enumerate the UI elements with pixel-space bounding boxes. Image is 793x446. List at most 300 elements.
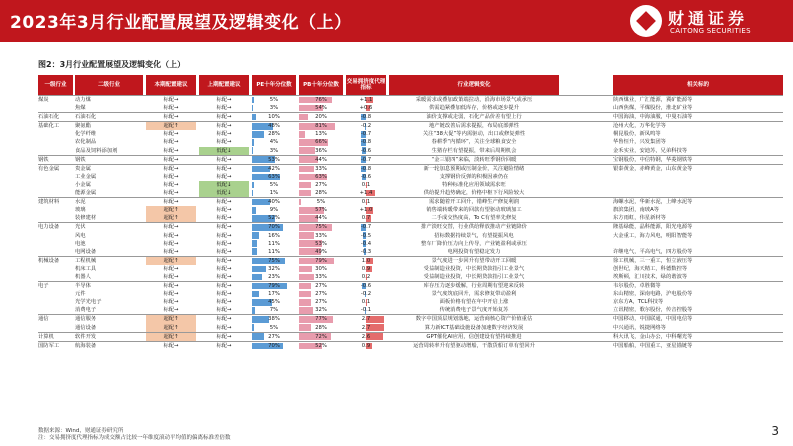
cell-col-crowding: 0.7 [361,215,371,222]
table-row [38,197,783,206]
table-row [38,206,783,214]
cell-col-pb: 57% [315,207,327,214]
cell-col-l2: 元件 [75,291,86,298]
cell-col-l1 [38,206,73,214]
cell-col-pb: 33% [315,165,327,172]
cell-col-pe: 63% [268,173,280,180]
cell-col-l1: 煤炭 [38,97,49,103]
cell-col-current: 标配→ [163,131,179,138]
cell-col-l2: 小金属 [75,181,91,188]
cell-col-logic: 供需趋紧叠加低库存，价格或逐步提升 [428,105,520,112]
cell-col-crowding: -0.8 [360,114,372,121]
cell-col-previous: 标配→ [216,273,232,280]
cell-col-previous: 标配→ [216,333,232,340]
cell-col-crowding: -0.5 [360,232,372,239]
cell-col-stocks: 中兴通讯，锐捷网络等 [613,324,666,331]
header-col-logic: 行业逻辑变化 [389,75,559,95]
cell-col-l1 [38,173,73,181]
cell-col-stocks: 埃斯顿，汇川技术，绿的谐波等 [613,273,688,280]
cell-col-pe: 3% [269,105,279,112]
table-row [38,147,783,155]
cell-col-pb: 44% [315,156,327,163]
table-row [38,155,783,164]
table-row [38,130,783,138]
cell-col-logic: 库存压力逐步缓解，行业周期有望迎来反转 [423,283,525,290]
cell-col-crowding: -0.7 [360,224,372,231]
cell-col-stocks: 中国海油，中海油服，中曼石油等 [613,114,693,121]
cell-col-pb: 54% [315,105,327,112]
indicator-note: 注：交易拥挤度代理指标为成交额占比较一年维度滚动平均值的偏离标准差倍数 [38,435,231,441]
cell-col-l1: 国防军工 [38,342,60,349]
cell-col-logic: 景气度筑底回升，需求修复带动盈利 [431,291,517,298]
cell-col-previous: 标配→ [216,114,232,121]
table-row [38,290,783,298]
cell-col-pb: 27% [315,291,327,298]
table-row [38,173,783,181]
cell-col-previous: 标配→ [216,283,232,290]
table-row [38,214,783,222]
cell-col-l1 [38,273,73,281]
cell-col-current: 标配→ [163,190,179,197]
cell-col-pb: 76% [315,97,327,103]
cell-col-l1 [38,324,73,332]
header-col-l1: 一级行业 [38,75,73,95]
cell-col-l2: 能源金属 [75,190,97,197]
table-row [38,341,783,350]
cell-col-pb: 63% [315,173,327,180]
cell-col-pe: 4% [269,139,279,146]
cell-col-pe: 52% [268,215,280,222]
cell-col-previous: 标配→ [216,232,232,239]
cell-col-pb: 81% [315,123,327,130]
cell-col-crowding: 0.1 [361,181,371,188]
cell-col-pe: 17% [268,291,280,298]
cell-col-stocks: 宝钢股份，中信特钢，华菱钢铁等 [613,156,693,163]
cell-col-l1: 电力设备 [38,224,60,231]
table-row [38,281,783,290]
cell-col-l1: 基础化工 [38,123,60,130]
cell-col-current: 标配→ [163,165,179,172]
cell-col-pb: 28% [315,324,327,331]
cell-col-pe: 28% [268,131,280,138]
cell-col-current: 超配↑ [146,315,196,323]
cell-col-pb: 79% [315,257,327,264]
cell-col-current: 标配→ [163,283,179,290]
cell-col-l1: 机械设备 [38,257,60,264]
cell-col-stocks: 旗滨集团，南玻A等 [613,207,659,214]
cell-col-pe: 10% [268,114,280,121]
cell-col-l1: 建筑材料 [38,199,60,206]
cell-col-previous: 标配→ [216,307,232,314]
cell-col-l2: 工程机械 [75,257,97,264]
cell-col-stocks: 中国船舶，中国重工，亚星锚链等 [613,342,693,349]
cell-col-l2: 工业金属 [75,173,97,180]
cell-col-l2: 通信设备 [75,324,97,331]
cell-col-pb: 49% [315,248,327,255]
cell-col-stocks: 山西焦煤，平煤股份，淮北矿业等 [613,105,693,112]
cell-col-logic: 支撑钢价反弹的积极因素仍在 [439,173,509,180]
cell-col-logic: 新一轮加息预期或压制金价，关注避险情绪 [423,165,525,172]
cell-col-pe: 38% [268,316,280,323]
cell-col-stocks: 创世纪，海天精工，科德数控等 [613,265,688,272]
page-number: 3 [771,424,779,438]
cell-col-l1 [38,306,73,314]
cell-col-crowding: -0.6 [360,283,372,290]
cell-col-l2: 电池 [75,240,86,247]
table-body [38,95,783,350]
cell-col-pb: 52% [315,342,327,349]
footer-notes [38,428,231,442]
cell-col-previous: 标配→ [216,173,232,180]
cell-col-logic: 二手成交热度高，To C有望率先修复 [431,215,517,222]
cell-col-current: 超配↑ [146,257,196,265]
cell-col-crowding: +1.4 [359,190,373,197]
cell-col-l2: 光学光电子 [75,299,102,306]
cell-col-logic: 数字中国顶层规划落地，运营商核心资产价值重估 [415,316,533,323]
header-col-crowding: 交易拥挤度代理指标 [346,75,386,95]
cell-col-pb: 36% [315,147,327,154]
table-row [38,324,783,332]
header-col-current: 本期配置建议 [146,75,196,95]
cell-col-pb: 66% [315,139,327,146]
cell-col-crowding: 0.9 [361,342,371,349]
cell-col-l2: 农化制品 [75,139,97,146]
cell-col-l1: 电子 [38,283,49,290]
cell-col-logic: 面板价格有望在年中开启上涨 [439,299,509,306]
table-row [38,112,783,121]
cell-col-stocks: 京东方A，TCL科技等 [613,299,664,306]
logo-emblem-icon [630,5,662,37]
cell-col-logic: 关注“38大促”等内需驱动，出口或修复弹性 [422,131,526,138]
cell-col-l2: 风电 [75,232,86,239]
cell-col-current: 超配↑ [146,214,196,222]
cell-col-current: 标配→ [163,181,179,188]
cell-col-current: 标配→ [163,156,179,163]
cell-col-pe: 16% [268,232,280,239]
cell-col-current: 标配→ [163,232,179,239]
cell-col-crowding: 2.6 [361,333,371,340]
cell-col-previous: 标配→ [216,165,232,172]
cell-col-current: 标配→ [163,105,179,112]
cell-col-pb: 20% [315,114,327,121]
cell-col-l1 [38,240,73,248]
cell-col-logic: 销售端转暖带来的回款有望驱动玻璃加工 [426,207,522,214]
cell-col-pe: 27% [268,333,280,340]
cell-col-l2: 装修建材 [75,215,97,222]
cell-col-l1: 有色金属 [38,165,60,172]
cell-col-pe: 9% [269,207,279,214]
cell-col-pb: 28% [315,190,327,197]
cell-col-current: 标配→ [163,173,179,180]
logo-text-cn: 财通证券 [668,9,749,28]
cell-col-l1 [38,248,73,256]
cell-col-pe: 40% [268,199,280,206]
cell-col-l1 [38,147,73,155]
source-note: 数据来源：Wind，财通证券研究所 [38,428,124,434]
cell-col-l1 [38,130,73,138]
cell-col-pe: 3% [269,147,279,154]
cell-col-crowding: -0.6 [360,147,372,154]
cell-col-pe: 70% [268,342,280,349]
cell-col-l2: 石油石化 [75,114,97,121]
cell-col-pb: 33% [315,273,327,280]
cell-col-current: 标配→ [163,342,179,349]
cell-col-crowding: 0.1 [361,199,371,206]
cell-col-l1 [38,290,73,298]
cell-col-pb: 13% [315,131,327,138]
table-row [38,306,783,314]
table-row [38,164,783,173]
table-row [38,332,783,341]
cell-col-crowding: -0.4 [360,240,372,247]
cell-col-pb: 75% [315,224,327,231]
cell-col-stocks: 金禾实业，安迪苏，兄弟科技等 [613,147,688,154]
cell-col-crowding: -0.8 [360,139,372,146]
cell-col-pb: 27% [315,283,327,290]
cell-col-logic: 供给提升趋势确定，价格中枢下行风险较大 [423,190,525,197]
cell-col-previous: 标配→ [216,248,232,255]
cell-col-previous: 标配→ [216,123,232,130]
cell-col-pe: 32% [268,265,280,272]
cell-col-crowding: 1.0 [361,257,371,264]
cell-col-current: 标配→ [163,307,179,314]
cell-col-previous: 标配→ [216,97,232,103]
cell-col-previous: 标配→ [216,299,232,306]
cell-col-crowding: -0.2 [360,291,372,298]
header-col-l2: 二级行业 [75,75,143,95]
table-row [38,104,783,112]
cell-col-l2: 航海装备 [75,342,97,349]
table-row [38,232,783,240]
cell-col-l1 [38,298,73,306]
cell-col-l2: 动力煤 [75,97,91,103]
cell-col-pe: 79% [268,283,280,290]
cell-col-previous: 低配↓ [199,181,249,189]
header-col-stocks: 相关标的 [613,75,783,95]
cell-col-logic: 需求随着开工回升，错峰生产修复利润 [428,199,520,206]
cell-col-stocks: 科大讯飞，金山办公，中科曙光等 [613,333,693,340]
cell-col-pb: 27% [315,181,327,188]
cell-col-l2: 贵金属 [75,165,91,172]
cell-col-crowding: -0.7 [360,156,372,163]
header-bar [0,0,793,42]
cell-col-current: 标配→ [163,114,179,121]
cell-col-crowding: -0.3 [360,248,372,255]
cell-col-logic: 受益制造业投资，中长期贷款指引工业景气 [423,273,525,280]
cell-col-l2: 机床工具 [75,265,97,272]
header-col-pb: PB十年分位数 [299,75,343,95]
cell-col-l2: 聚氨酯 [75,123,91,130]
cell-col-logic: GPT催化AI应用，信创建设有望持续推进 [426,333,522,340]
cell-col-previous: 标配→ [216,105,232,112]
cell-col-logic: 景气度进一步回升有望带动开工回暖 [431,257,517,264]
cell-col-crowding: -0.7 [360,131,372,138]
cell-col-l2: 软件开发 [75,333,97,340]
cell-col-logic: 电网投资有望稳定发力 [447,248,501,255]
cell-col-current: 超配↑ [146,206,196,214]
cell-col-l2: 焦煤 [75,105,86,112]
cell-col-pe: 70% [268,224,280,231]
cell-col-pe: 1% [269,190,279,197]
cell-col-current: 标配→ [163,139,179,146]
cell-col-pb: 72% [315,333,327,340]
cell-col-l2: 水泥 [75,199,86,206]
cell-col-crowding: 0.9 [361,265,371,272]
cell-col-stocks: 沧州大化，万华化学等 [613,123,666,130]
cell-col-previous: 标配→ [216,265,232,272]
cell-col-previous: 标配→ [216,342,232,349]
cell-col-crowding: -0.1 [360,307,372,314]
cell-col-l1 [38,265,73,273]
cell-col-l1 [38,189,73,197]
cell-col-crowding: 2.7 [361,316,371,323]
cell-col-current: 超配↑ [146,333,196,341]
cell-col-stocks: 东方雨虹，伟星新材等 [613,215,666,222]
logo-text-en: CAITONG SECURITIES [670,27,751,35]
cell-col-pb: 44% [315,215,327,222]
cell-col-previous: 标配→ [216,131,232,138]
cell-col-logic: 油价支撑或走弱，石化产品价差有望上行 [426,114,522,121]
cell-col-crowding: +0.6 [359,105,373,112]
cell-col-current: 标配→ [163,147,179,154]
cell-col-current: 标配→ [163,273,179,280]
cell-col-crowding: -0.6 [360,173,372,180]
cell-col-pe: 11% [268,248,280,255]
cell-col-pe: 7% [269,307,279,314]
table-row [38,273,783,281]
table-title: 图2：3月行业配置展望及逻辑变化（上） [38,60,186,69]
cell-col-stocks: 许继电气，平高电气，四方股份等 [613,248,693,255]
cell-col-previous: 标配→ [216,240,232,247]
table-row [38,314,783,323]
table-row [38,181,783,189]
cell-col-stocks: 华鲁恒升，兴发集团等 [613,139,666,146]
cell-col-l1: 钢铁 [38,156,49,163]
cell-col-l2: 化学纤维 [75,131,97,138]
cell-col-pe: 23% [268,273,280,280]
cell-col-l1: 通信 [38,316,49,323]
cell-col-l2: 通信服务 [75,316,97,323]
cell-col-logic: 传统消费电子景气度开始复苏 [439,307,509,314]
table-row [38,222,783,231]
cell-col-current: 标配→ [163,248,179,255]
cell-col-l2: 光伏 [75,224,86,231]
cell-col-logic: 春耕季“内循环”，关注全球粮食安全 [431,139,517,146]
cell-col-pb: 33% [315,232,327,239]
cell-col-logic: 算力新ICT基础设施设备加速数字经济发展 [424,324,524,331]
cell-col-crowding: +1.1 [359,97,373,103]
cell-col-crowding: -0.8 [360,165,372,172]
cell-col-l1 [38,214,73,222]
cell-col-previous: 标配→ [216,224,232,231]
cell-col-l1 [38,181,73,189]
cell-col-previous: 标配→ [216,316,232,323]
cell-col-pb: 30% [315,265,327,272]
cell-col-stocks [613,173,783,181]
page-title: 2023年3月行业配置展望及逻辑变化（上） [10,13,352,33]
cell-col-pe: 11% [268,240,280,247]
cell-col-pe: 5% [269,324,279,331]
cell-col-crowding: -0.2 [360,123,372,130]
cell-col-current: 标配→ [163,265,179,272]
cell-col-l1 [38,138,73,146]
cell-col-previous: 标配→ [216,156,232,163]
cell-col-previous: 低配↓ [199,189,249,197]
table-row [38,189,783,197]
cell-col-stocks: 陕西煤业，广汇能源，冀矿能源等 [613,97,693,103]
cell-col-logic: 运营周转率升有望驱动增船，干散货船订单有望回升 [413,342,535,349]
cell-col-pe: 48% [268,123,280,130]
table-row [38,95,783,104]
cell-col-l2: 钢铁 [75,156,86,163]
industry-allocation-table [38,75,783,350]
cell-col-previous: 标配→ [216,324,232,331]
cell-col-logic: 招标数据持续景气，有望提振风电 [434,232,514,239]
cell-col-stocks: 东山精密，深南电路，沪电股份等 [613,291,693,298]
cell-col-pb: 5% [316,199,326,206]
cell-col-crowding: 0.1 [361,299,371,306]
table-row [38,121,783,130]
cell-col-stocks: 隆基绿能，晶科能源，阳光电源等 [613,224,693,231]
table-row [38,138,783,146]
cell-col-current: 标配→ [163,224,179,231]
cell-col-logic: 地产链改善后需求提振，布局底部弹性 [428,123,520,130]
cell-col-stocks [613,181,783,189]
cell-col-l2: 消费电子 [75,307,97,314]
cell-col-l2: 电网设备 [75,248,97,255]
cell-col-crowding: +1.0 [359,207,373,214]
cell-col-l1: 石油石化 [38,114,60,121]
cell-col-stocks [613,240,783,248]
cell-col-stocks: 徐工机械，三一重工，恒立液压等 [613,257,693,264]
cell-col-stocks: 桐昆股份，新凤鸣等 [613,131,661,138]
cell-col-current: 标配→ [163,240,179,247]
cell-col-current: 标配→ [163,97,179,103]
cell-col-pb: 32% [315,307,327,314]
table-row [38,298,783,306]
cell-col-l2: 机器人 [75,273,91,280]
cell-col-previous: 标配→ [216,291,232,298]
cell-col-crowding: 0.2 [361,273,371,280]
cell-col-stocks: 中国移动，中国联通，中国电信等 [613,316,693,323]
brand-logo [630,5,790,39]
table-row [38,256,783,265]
cell-col-current: 标配→ [163,199,179,206]
cell-col-l1: 计算机 [38,333,54,340]
cell-col-pe: 45% [268,299,280,306]
cell-col-logic: 特种标准化应用领域需求旺 [442,181,506,188]
cell-col-previous: 标配→ [216,257,232,264]
cell-col-current: 超配↑ [146,122,196,130]
cell-col-pe: 75% [268,257,280,264]
table-row [38,240,783,248]
cell-col-l1 [38,232,73,240]
cell-col-l2: 半导体 [75,283,91,290]
cell-col-pe: 53% [268,156,280,163]
cell-col-logic: 生猪存栏有望提振，带来后周期机会 [431,147,517,154]
table-row [38,265,783,273]
cell-col-previous: 标配→ [216,207,232,214]
cell-col-stocks: 海螺水泥，华新水泥，上峰水泥等 [613,199,693,206]
cell-col-stocks: 大金重工，海力风电，明阳智能等 [613,232,693,239]
cell-col-pe: 42% [268,165,280,172]
header-col-previous: 上期配置建议 [199,75,249,95]
table-header-row [38,75,783,95]
cell-col-l2: 玻璃 [75,207,86,214]
cell-col-pe: 5% [269,97,279,103]
cell-col-pb: 53% [315,240,327,247]
cell-col-stocks: 立讯精密，歌尔股份，传音控股等 [613,307,693,314]
